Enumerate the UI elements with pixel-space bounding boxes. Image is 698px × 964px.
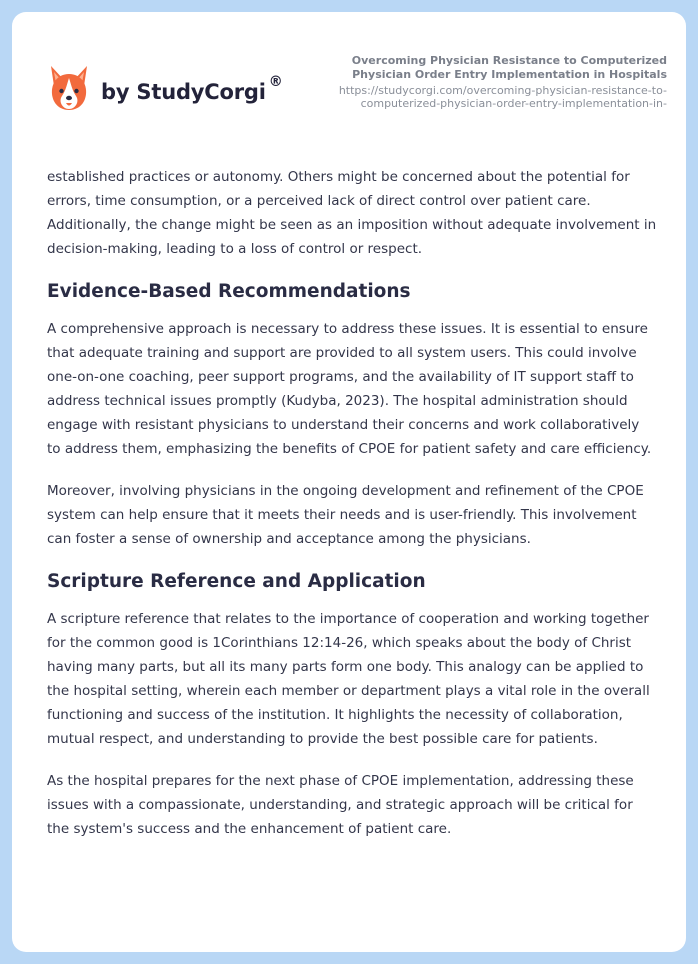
paragraph: As the hospital prepares for the next phase of CPOE implementation, addressing these issues with a compassionate, understanding, and strategic approach will be critical for the system's success and the enhancement of patient care. — [47, 773, 634, 837]
corgi-icon — [48, 64, 90, 112]
studycorgi-logo[interactable] — [48, 64, 90, 112]
paragraph: A scripture reference that relates to the importance of cooperation and working together for the common good is 1Corinthians 12:14-26, which speaks about the body of Christ having many parts, but all its many parts form one body. This analogy can be applied to the hospital setting, wherein each member or department plays a vital role in the overall functioning and success of the institution. It highlights the necessity of collaboration, mutual respect, and understanding to provide the best possible care for patients. — [47, 611, 650, 747]
registered-mark: ® — [268, 74, 283, 90]
document-body — [47, 165, 657, 841]
document-url-line-2: computerized-physician-order-entry-implementation-in- — [360, 97, 667, 110]
document-title-line-1: Overcoming Physician Resistance to Computerized — [351, 54, 667, 67]
document-url-line-1: https://studycorgi.com/overcoming-physician-resistance-to- — [338, 84, 667, 97]
section-heading-evidence: Evidence-Based Recommendations — [47, 281, 411, 302]
brand-name[interactable] — [101, 74, 283, 104]
brand-text: by StudyCorgi — [101, 80, 266, 104]
document-title — [307, 54, 667, 82]
intro-paragraph: established practices or autonomy. Others might be concerned about the potential for errors, time consumption, or a perceived lack of direct control over patient care. Additionally, the change might be seen as an imposition without adequate involvement in decision-making, leading to a loss of control or respect. — [47, 169, 657, 257]
document-title-line-2: Physician Order Entry Implementation in Hospitals — [352, 68, 667, 81]
document-url[interactable] — [307, 84, 667, 110]
paragraph: Moreover, involving physicians in the ongoing development and refinement of the CPOE system can help ensure that it meets their needs and is user-friendly. This involvement can foster a sense of ownership and acceptance among the physicians. — [47, 483, 644, 547]
paragraph: A comprehensive approach is necessary to address these issues. It is essential to ensure that adequate training and support are provided to all system users. This could involve one-on-one coaching, peer support programs, and the availability of IT support staff to address technical issues promptly (Kudyba, 2023). The hospital administration should engage with resistant physicians to understand their concerns and work collaboratively to address them, emphasizing the benefits of CPOE for patient safety and care efficiency. — [47, 321, 652, 457]
section-heading-scripture: Scripture Reference and Application — [47, 571, 426, 592]
header-meta — [307, 54, 667, 110]
